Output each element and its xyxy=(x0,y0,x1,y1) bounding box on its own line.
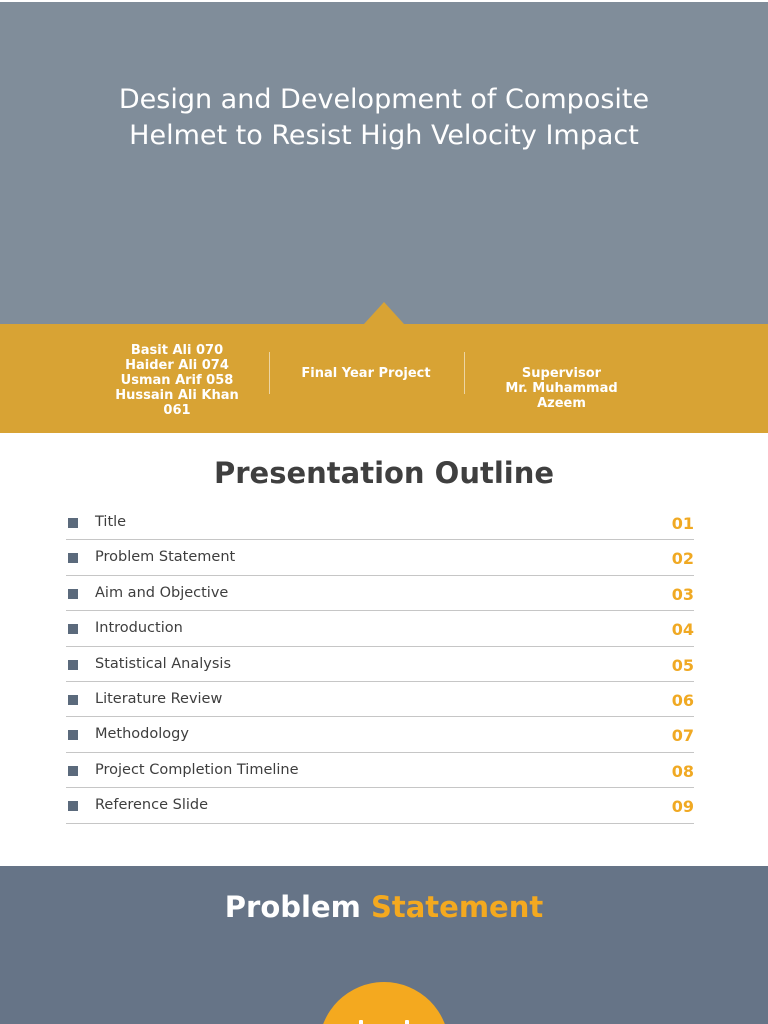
outline-item-label: Aim and Objective xyxy=(95,584,229,601)
outline-item-label: Statistical Analysis xyxy=(95,655,231,672)
supervisor-line: Azeem xyxy=(537,396,586,411)
problem-heading-word: Problem xyxy=(224,890,361,924)
outline-item-number: 03 xyxy=(671,584,694,604)
outline-item xyxy=(66,505,694,540)
outline-item xyxy=(66,576,694,611)
author-line: 061 xyxy=(163,403,191,418)
author-line: Haider Ali 074 xyxy=(125,358,229,373)
outline-item-label: Problem Statement xyxy=(95,549,236,566)
outline-item xyxy=(66,611,694,646)
supervisor-line: Mr. Muhammad xyxy=(505,381,618,396)
outline-item xyxy=(66,753,694,788)
outline-item-label: Title xyxy=(95,514,127,530)
band-divider xyxy=(464,352,465,394)
outline-item-number: 01 xyxy=(671,514,694,533)
title-line-1: Design and Development of Composite xyxy=(118,84,650,115)
square-bullet-icon xyxy=(68,801,78,811)
problem-icon-circle xyxy=(319,982,449,1024)
supervisor-info xyxy=(490,366,633,411)
outline-heading: Presentation Outline xyxy=(213,456,555,490)
outline-item xyxy=(66,717,694,752)
outline-item-number: 08 xyxy=(671,761,694,781)
presentation-title xyxy=(0,82,768,154)
face-icon xyxy=(357,1018,411,1024)
outline-item-number: 05 xyxy=(671,655,694,675)
supervisor-line: Supervisor xyxy=(521,366,602,381)
author-line: Usman Arif 058 xyxy=(120,373,234,388)
square-bullet-icon xyxy=(68,730,78,740)
square-bullet-icon xyxy=(68,660,78,670)
authors-list xyxy=(112,343,242,418)
outline-item xyxy=(66,788,694,823)
author-line: Hussain Ali Khan xyxy=(115,388,239,403)
square-bullet-icon xyxy=(68,624,78,634)
outline-item xyxy=(66,682,694,717)
outline-item-label: Reference Slide xyxy=(95,797,209,814)
square-bullet-icon xyxy=(68,553,78,563)
author-line: Basit Ali 070 xyxy=(130,343,224,358)
outline-item-number: 07 xyxy=(671,726,694,746)
outline-item-label: Introduction xyxy=(95,620,183,637)
square-bullet-icon xyxy=(68,589,78,599)
problem-statement-slide xyxy=(0,866,768,1024)
outline-item-label: Literature Review xyxy=(95,690,223,707)
outline-list xyxy=(66,505,694,824)
square-bullet-icon xyxy=(68,518,78,528)
square-bullet-icon xyxy=(68,695,78,705)
project-label: Final Year Project xyxy=(301,366,431,381)
outline-item-number: 06 xyxy=(671,690,694,710)
outline-item-label: Project Completion Timeline xyxy=(95,761,299,778)
outline-item xyxy=(66,647,694,682)
square-bullet-icon xyxy=(68,766,78,776)
title-line-2: Helmet to Resist High Velocity Impact xyxy=(129,120,639,151)
problem-heading xyxy=(0,888,768,926)
outline-item-number: 04 xyxy=(671,620,694,640)
outline-item xyxy=(66,540,694,575)
outline-item-label: Methodology xyxy=(95,726,189,743)
outline-item-number: 09 xyxy=(671,797,694,817)
problem-heading-highlight: Statement xyxy=(370,890,544,924)
title-slide-header xyxy=(0,2,768,324)
outline-item-number: 02 xyxy=(671,549,694,569)
band-divider xyxy=(269,352,270,394)
band-pointer xyxy=(364,302,404,324)
